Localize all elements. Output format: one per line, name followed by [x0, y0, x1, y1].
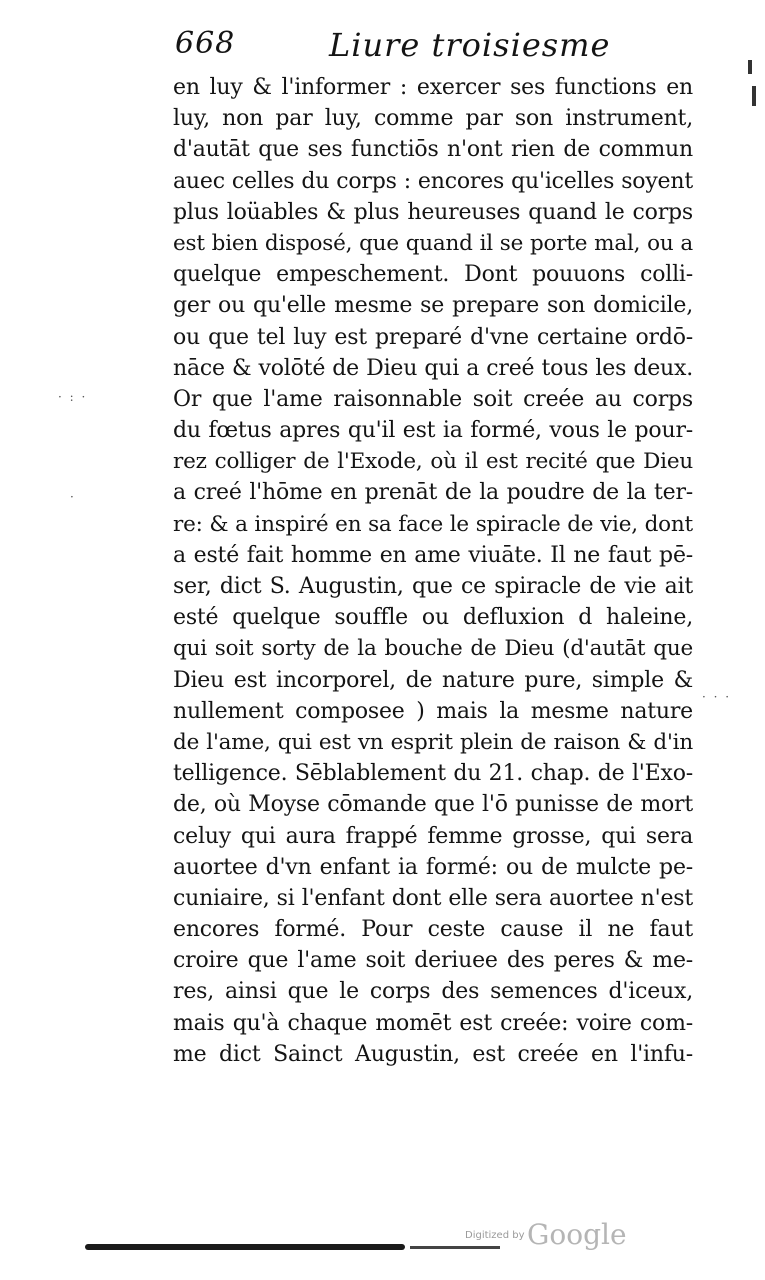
- page-number: 668: [175, 26, 236, 61]
- running-head: [175, 22, 695, 72]
- text-line: res, ainsi que le corps des semences d'iceux,: [173, 979, 693, 1005]
- text-line: d'autāt que ses functiōs n'ont rien de commun: [173, 137, 693, 163]
- text-line: cuniaire, si l'enfant dont elle sera auortee n'est: [173, 885, 693, 911]
- text-line: quelque empeschement. Dont pouuons colli-: [173, 262, 693, 288]
- text-line: rez colliger de l'Exode, où il est recité que Dieu: [173, 449, 693, 475]
- text-line: me dict Sainct Augustin, est creée en l'infu-: [173, 1041, 693, 1067]
- body-text: [173, 72, 693, 1070]
- text-line: nāce & volōté de Dieu qui a creé tous les deux.: [173, 355, 693, 381]
- footer-rule: [410, 1246, 500, 1249]
- text-line: plus loüables & plus heureuses quand le corps: [173, 199, 693, 225]
- text-line: du fœtus apres qu'il est ia formé, vous le pour-: [173, 418, 693, 444]
- bleed-dots: · : ·: [58, 390, 88, 404]
- text-line: est bien disposé, que quand il se porte mal, ou a: [173, 230, 693, 256]
- running-title: Liure troisiesme: [329, 26, 611, 64]
- text-line: nullement composee ) mais la mesme nature: [173, 698, 693, 724]
- text-line: encores formé. Pour ceste cause il ne faut: [173, 917, 693, 943]
- watermark-logo: Google: [527, 1218, 627, 1251]
- margin-mark: [752, 86, 756, 106]
- text-line: de, où Moyse cōmande que l'ō punisse de mort: [173, 792, 693, 818]
- text-line: telligence. Sēblablement du 21. chap. de l'Exo-: [173, 761, 693, 787]
- text-line: Or que l'ame raisonnable soit creée au corps: [173, 386, 693, 412]
- text-line: a esté fait homme en ame viuāte. Il ne faut pē-: [173, 542, 693, 568]
- text-line: ou que tel luy est preparé d'vne certaine ordō-: [173, 324, 693, 350]
- text-line: croire que l'ame soit deriuee des peres & me-: [173, 948, 693, 974]
- text-line: auortee d'vn enfant ia formé: ou de mulcte pe-: [173, 854, 693, 880]
- watermark-caption: Digitized by: [465, 1230, 525, 1241]
- text-line: ger ou qu'elle mesme se prepare son domicile,: [173, 293, 693, 319]
- text-line: mais qu'à chaque momēt est creée: voire com-: [173, 1010, 693, 1036]
- bleed-dots: ·: [70, 490, 76, 504]
- margin-mark: [748, 60, 752, 74]
- text-line: ser, dict S. Augustin, que ce spiracle de vie ait: [173, 574, 693, 599]
- text-line: Dieu est incorporel, de nature pure, simple &: [173, 667, 693, 693]
- text-line: re: & a inspiré en sa face le spiracle de vie, dont: [173, 511, 693, 537]
- text-line: a creé l'hōme en prenāt de la poudre de la ter-: [173, 480, 693, 506]
- bleed-dots: · · ·: [702, 690, 732, 704]
- text-line: qui soit sorty de la bouche de Dieu (d'autāt que: [173, 636, 693, 662]
- text-line: luy, non par luy, comme par son instrument,: [173, 106, 693, 132]
- text-line: de l'ame, qui est vn esprit plein de raison & d'in: [173, 729, 693, 755]
- text-line: esté quelque souffle ou defluxion d haleine,: [173, 605, 693, 631]
- text-line: en luy & l'informer : exercer ses functions en: [173, 75, 693, 100]
- text-line: auec celles du corps : encores qu'icelles soyent: [173, 168, 693, 194]
- footer-rule: [85, 1244, 405, 1250]
- text-line: celuy qui aura frappé femme grosse, qui sera: [173, 823, 693, 849]
